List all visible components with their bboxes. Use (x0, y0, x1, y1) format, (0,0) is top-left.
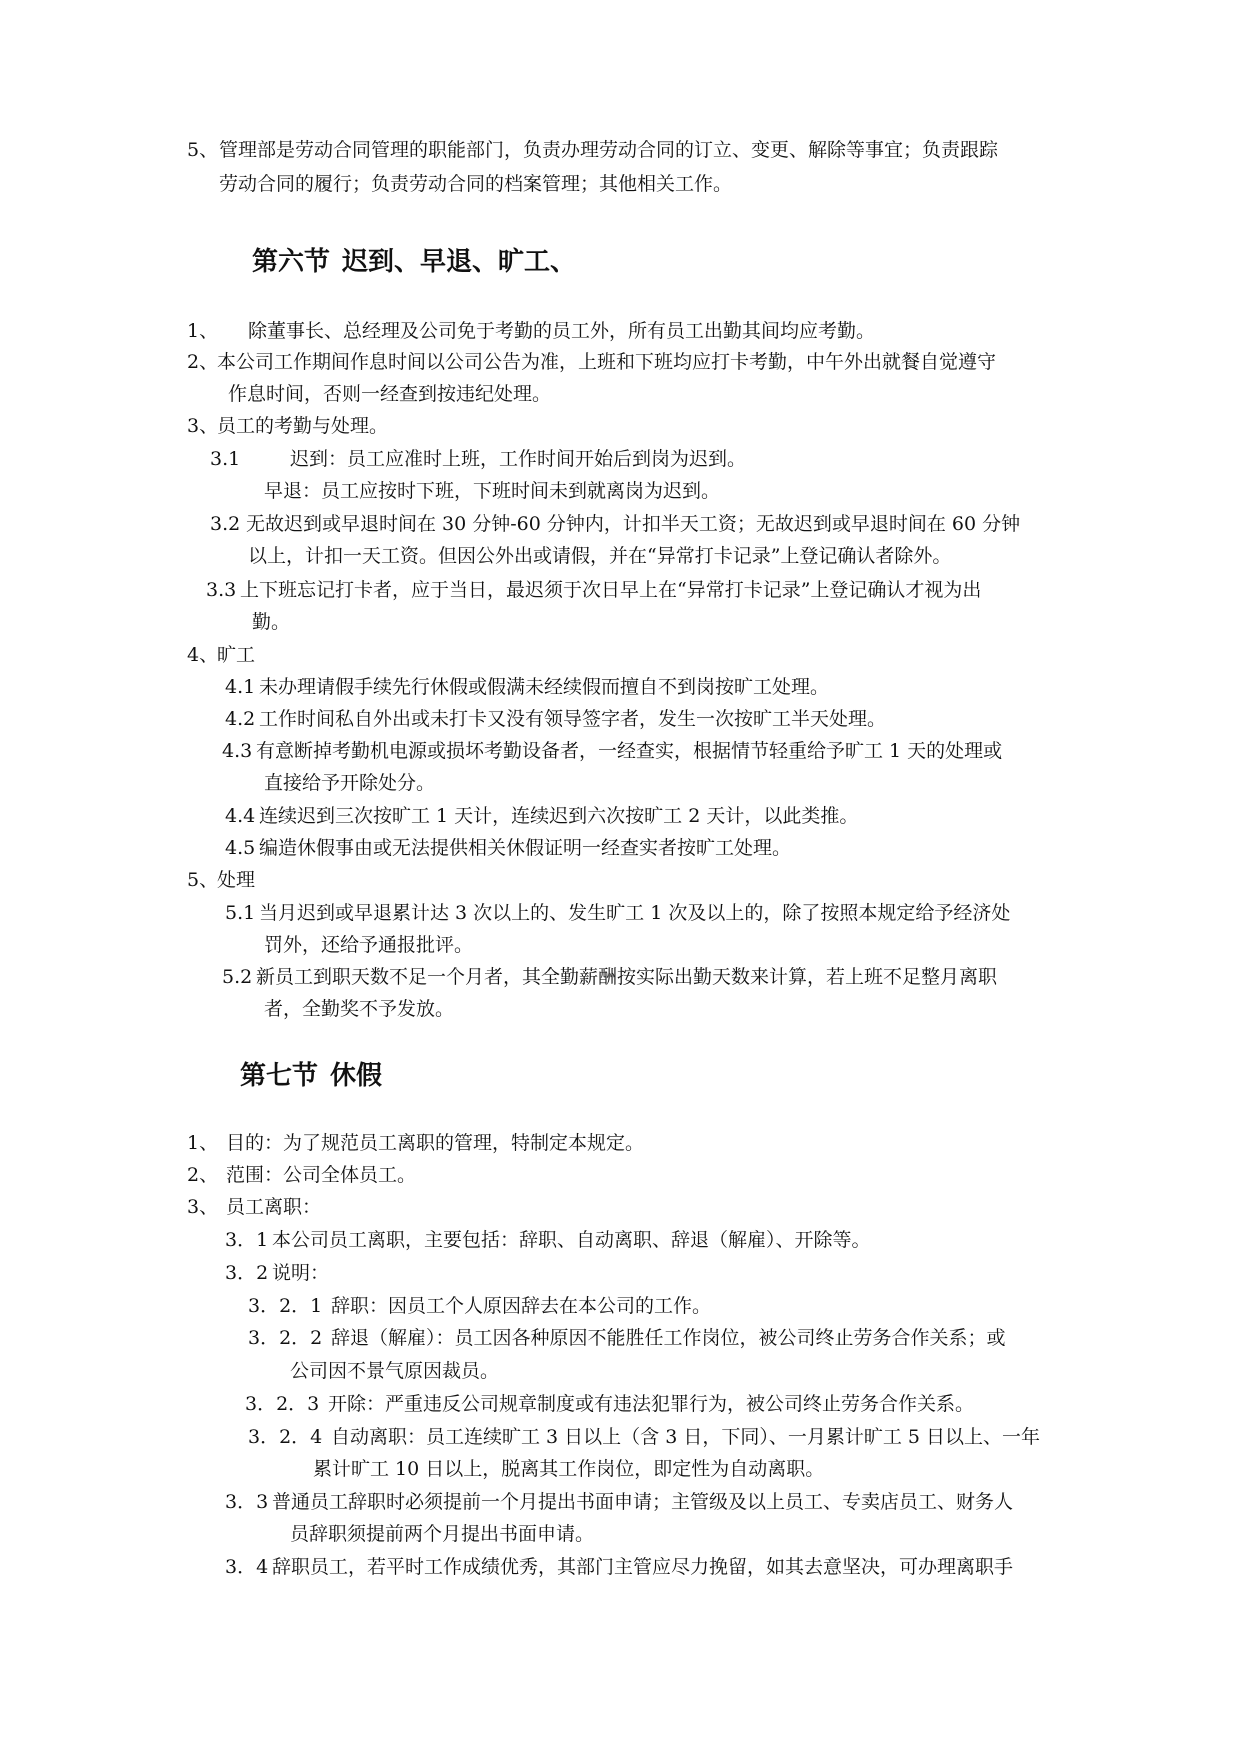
item-text: 员工的考勤与处理。 (217, 415, 389, 437)
item-number: 3．2 (225, 1262, 269, 1284)
item-text: 劳动合同的履行；负责劳动合同的档案管理；其他相关工作。 (219, 173, 733, 195)
item-number: 3.3 (206, 579, 237, 601)
item-text: 直接给予开除处分。 (264, 772, 436, 794)
item-text: 作息时间，否则一经查到按违纪处理。 (228, 383, 552, 405)
item-text: 未办理请假手续先行休假或假满未经续假而擅自不到岗按旷工处理。 (259, 676, 830, 698)
item-text: 以上，计扣一天工资。但因公外出或请假，并在“异常打卡记录”上登记确认者除外。 (248, 545, 952, 567)
item-number: 3．2．2 (248, 1327, 323, 1349)
item-text: 工作时间私自外出或未打卡又没有领导签字者，发生一次按旷工半天处理。 (259, 708, 887, 730)
item-number: 5、 (187, 869, 219, 891)
section-heading (240, 1058, 382, 1094)
item-number: 3．2．3 (245, 1393, 320, 1415)
item-text: 自动离职：员工连续旷工 3 日以上（含 3 日，下同）、一月累计旷工 5 日以上、一年 (331, 1426, 1041, 1448)
item-text: 无故迟到或早退时间在 30 分钟-60 分钟内，计扣半天工资；无故迟到或早退时间在 60 分钟 (246, 513, 1021, 535)
section-title: 迟到、早退、旷工、 (342, 247, 577, 277)
item-text: 辞退（解雇）：员工因各种原因不能胜任工作岗位，被公司终止劳务合作关系；或 (331, 1327, 1006, 1349)
item-text: 管理部是劳动合同管理的职能部门，负责办理劳动合同的订立、变更、解除等事宜；负责跟踪 (219, 139, 999, 161)
item-text: 当月迟到或早退累计达 3 次以上的、发生旷工 1 次及以上的，除了按照本规定给予经济处 (259, 902, 1011, 924)
item-text: 本公司工作期间作息时间以公司公告为准，上班和下班均应打卡考勤，中午外出就餐自觉遵守 (217, 351, 997, 373)
item-number: 2、 (187, 351, 219, 373)
item-text: 开除：严重违反公司规章制度或有违法犯罪行为，被公司终止劳务合作关系。 (328, 1393, 975, 1415)
item-number: 4.2 (225, 708, 256, 730)
item-text: 除董事长、总经理及公司免于考勤的员工外，所有员工出勤其间均应考勤。 (248, 320, 876, 342)
item-text: 有意断掉考勤机电源或损坏考勤设备者，一经查实，根据情节轻重给予旷工 1 天的处理或 (256, 740, 1003, 762)
section-number: 第六节 (252, 247, 331, 277)
item-text: 上下班忘记打卡者，应于当日，最迟须于次日早上在“异常打卡记录”上登记确认才视为出 (240, 579, 982, 601)
item-text: 本公司员工离职，主要包括：辞职、自动离职、辞退（解雇）、开除等。 (272, 1229, 871, 1251)
item-text: 员工离职： (226, 1196, 322, 1218)
section-title: 休假 (330, 1061, 383, 1091)
item-text: 辞职：因员工个人原因辞去在本公司的工作。 (331, 1295, 712, 1317)
section-heading (252, 244, 576, 280)
item-text: 者，全勤奖不予发放。 (264, 998, 455, 1020)
item-number: 4.5 (225, 837, 256, 859)
item-text: 普通员工辞职时必须提前一个月提出书面申请；主管级及以上员工、专卖店员工、财务人 (272, 1491, 1014, 1513)
item-text: 早退：员工应按时下班，下班时间未到就离岗为迟到。 (264, 480, 721, 502)
item-text: 罚外，还给予通报批评。 (264, 934, 474, 956)
item-number: 3．4 (225, 1556, 269, 1578)
item-text: 公司因不景气原因裁员。 (290, 1360, 500, 1382)
item-number: 3.2 (210, 513, 241, 535)
item-number: 3．2．1 (248, 1295, 323, 1317)
item-text: 处理 (217, 869, 256, 891)
item-text: 旷工 (217, 644, 256, 666)
item-number: 5.1 (225, 902, 256, 924)
item-number: 3.1 (210, 448, 241, 470)
item-number: 5、 (187, 139, 219, 161)
item-number: 3．3 (225, 1491, 269, 1513)
item-text: 编造休假事由或无法提供相关休假证明一经查实者按旷工处理。 (259, 837, 792, 859)
item-number: 5.2 (222, 966, 253, 988)
item-text: 员辞职须提前两个月提出书面申请。 (290, 1523, 595, 1545)
item-text: 辞职员工，若平时工作成绩优秀，其部门主管应尽力挽留，如其去意坚决，可办理离职手 (272, 1556, 1014, 1578)
item-number: 4.1 (225, 676, 256, 698)
item-text: 目的：为了规范员工离职的管理，特制定本规定。 (226, 1132, 645, 1154)
item-number: 2、 (187, 1164, 219, 1186)
item-text: 勤。 (252, 611, 291, 633)
item-number: 1、 (187, 320, 219, 342)
section-number: 第七节 (240, 1061, 319, 1091)
item-text: 说明： (272, 1262, 330, 1284)
item-text: 新员工到职天数不足一个月者，其全勤薪酬按实际出勤天数来计算，若上班不足整月离职 (256, 966, 998, 988)
item-number: 3、 (187, 1196, 219, 1218)
item-number: 4、 (187, 644, 219, 666)
item-number: 3、 (187, 415, 219, 437)
item-text: 迟到：员工应准时上班，工作时间开始后到岗为迟到。 (290, 448, 747, 470)
item-number: 3．1 (225, 1229, 269, 1251)
item-number: 3．2．4 (248, 1426, 323, 1448)
item-number: 1、 (187, 1132, 219, 1154)
item-number: 4.3 (222, 740, 253, 762)
item-text: 范围：公司全体员工。 (226, 1164, 417, 1186)
item-number: 4.4 (225, 805, 256, 827)
item-text: 连续迟到三次按旷工 1 天计，连续迟到六次按旷工 2 天计，以此类推。 (259, 805, 859, 827)
item-text: 累计旷工 10 日以上，脱离其工作岗位，即定性为自动离职。 (313, 1458, 825, 1480)
